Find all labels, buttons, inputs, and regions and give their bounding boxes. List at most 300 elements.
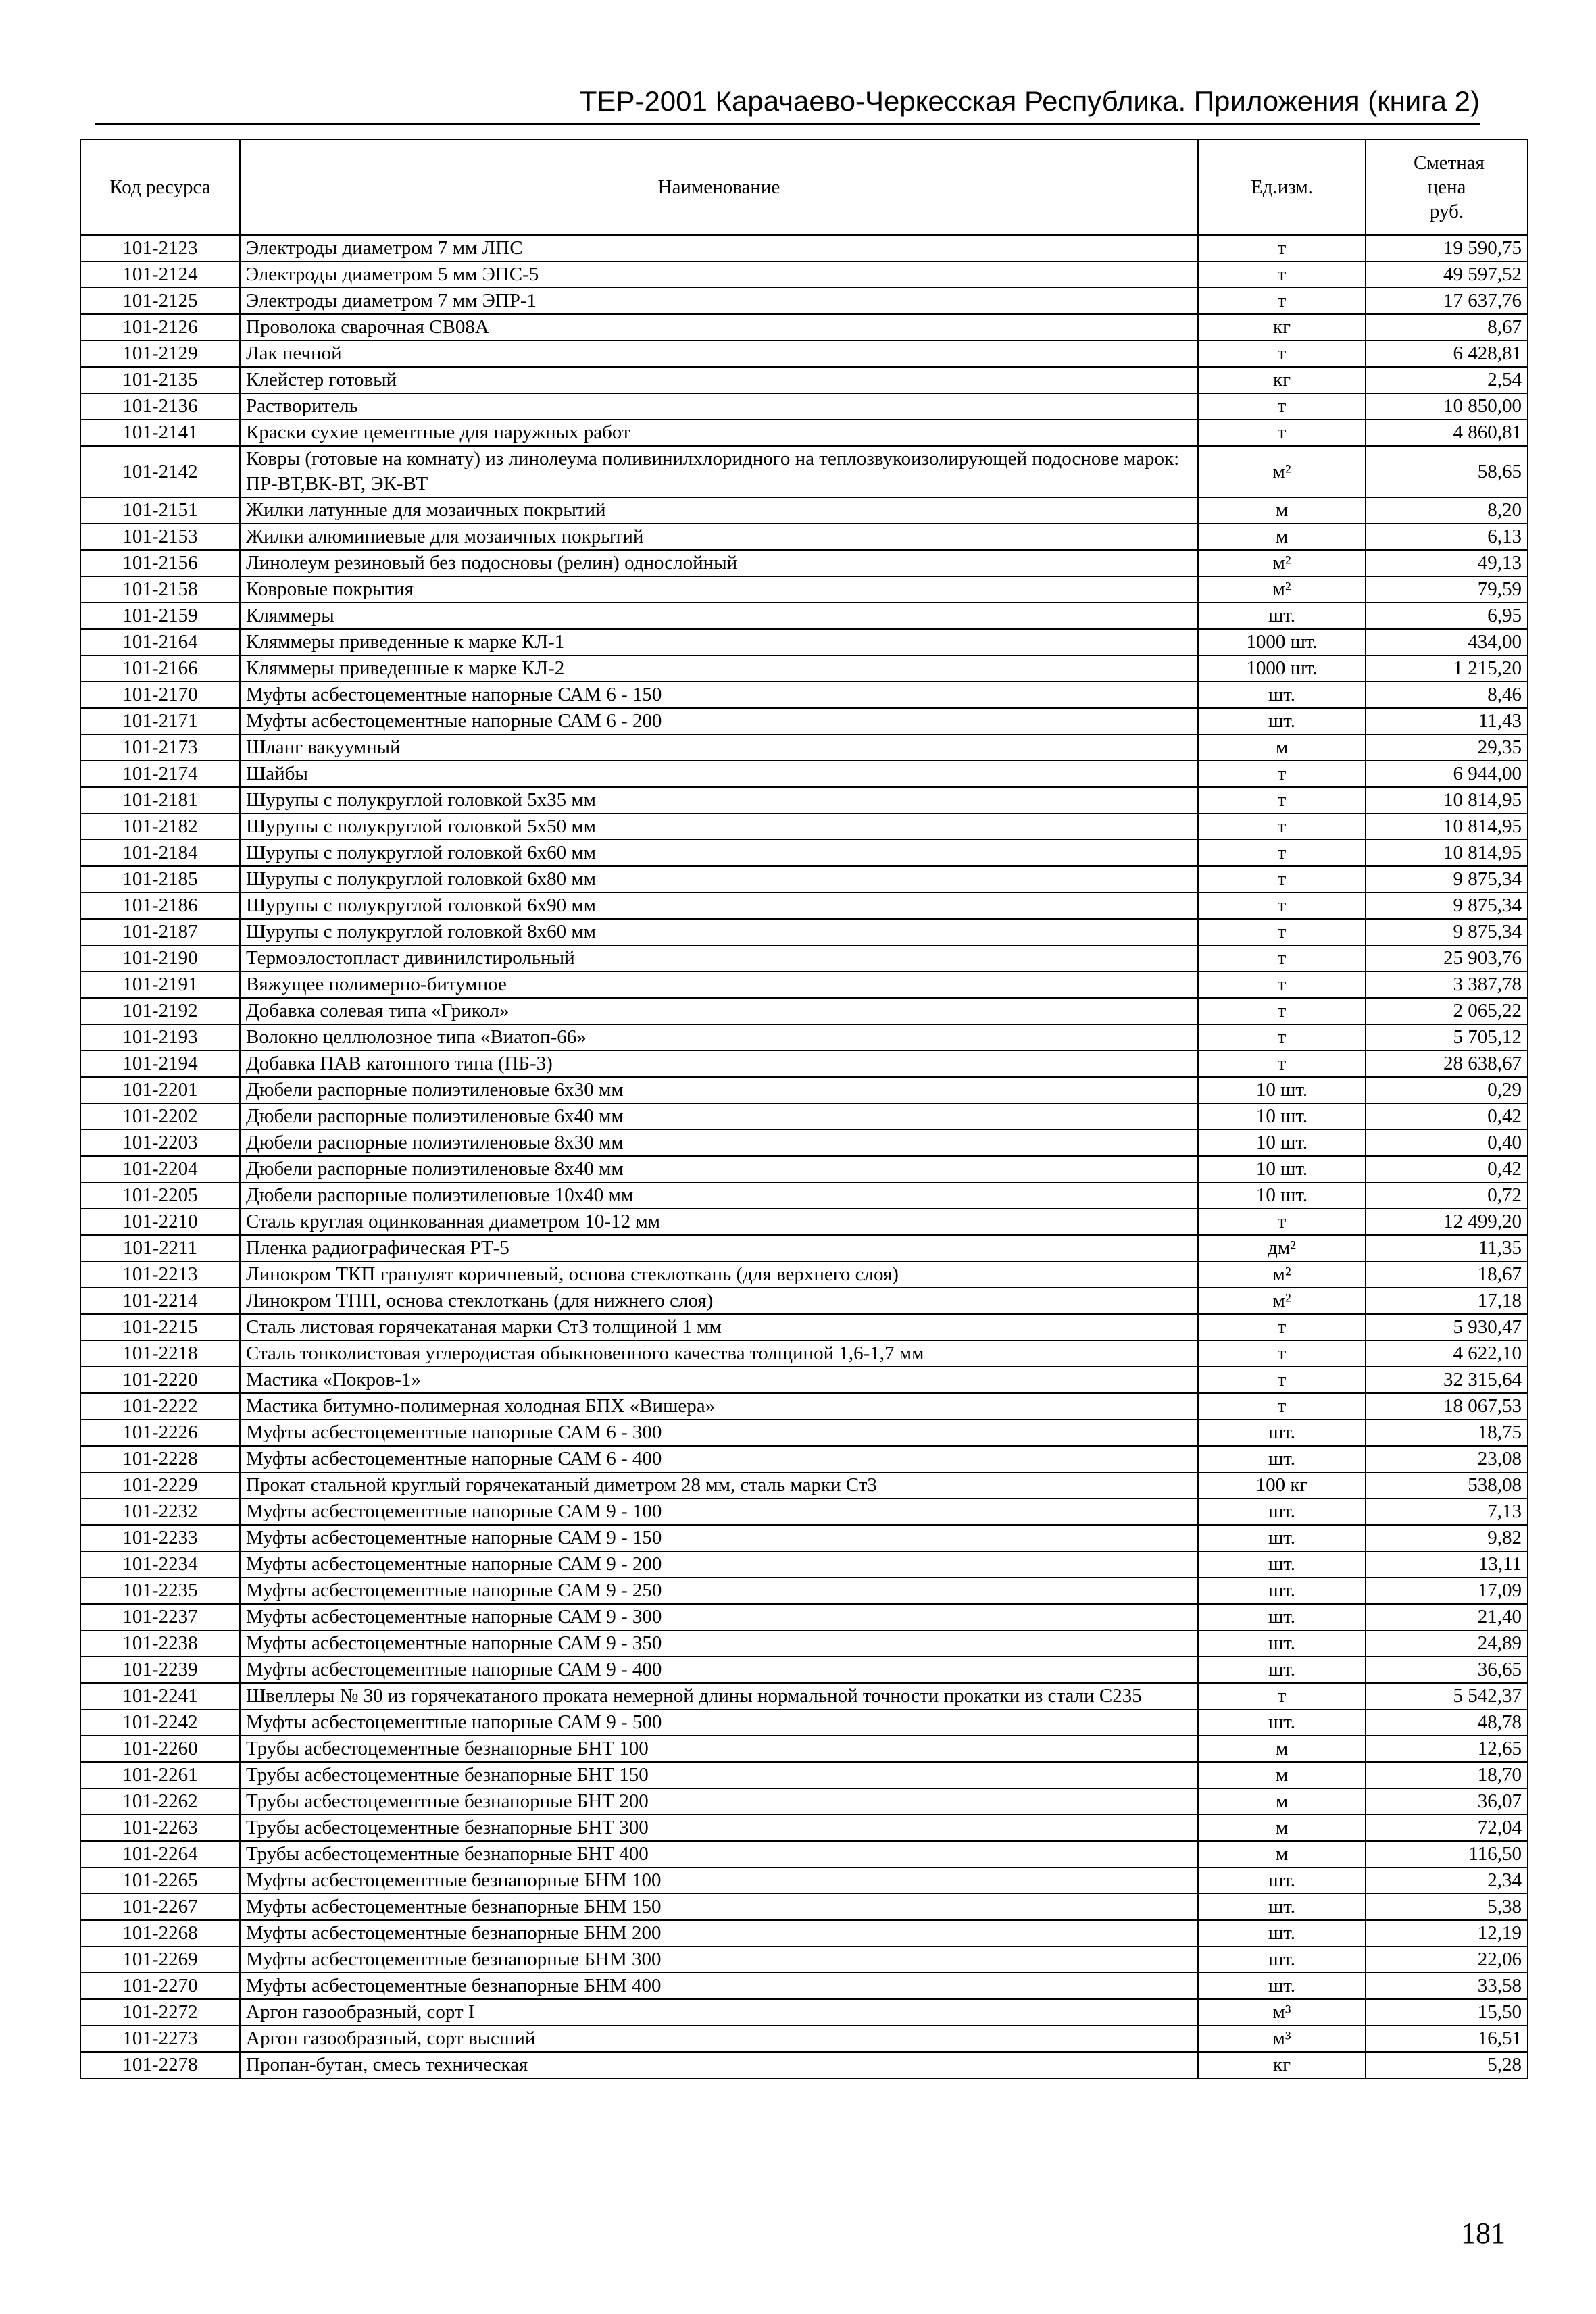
cell-code: 101-2205 bbox=[80, 1182, 240, 1209]
cell-price: 0,40 bbox=[1366, 1130, 1528, 1156]
cell-code: 101-2229 bbox=[80, 1472, 240, 1499]
cell-unit: м bbox=[1198, 1788, 1366, 1815]
cell-price: 116,50 bbox=[1366, 1841, 1528, 1867]
cell-name: Растворитель bbox=[240, 393, 1198, 420]
cell-code: 101-2222 bbox=[80, 1393, 240, 1419]
table-row bbox=[80, 497, 1528, 524]
cell-price: 18 067,53 bbox=[1366, 1393, 1528, 1419]
cell-code: 101-2170 bbox=[80, 682, 240, 708]
table-row bbox=[80, 1024, 1528, 1051]
cell-code: 101-2190 bbox=[80, 945, 240, 972]
cell-name: Швеллеры № 30 из горячекатаного проката немерной длины нормальной точности прокатки из стали С235 bbox=[240, 1683, 1198, 1709]
cell-name: Кляммеры приведенные к марке КЛ-1 bbox=[240, 629, 1198, 655]
cell-price: 33,58 bbox=[1366, 1973, 1528, 1999]
cell-code: 101-2181 bbox=[80, 787, 240, 813]
cell-unit: м² bbox=[1198, 1288, 1366, 1314]
cell-name: Аргон газообразный, сорт I bbox=[240, 1999, 1198, 2026]
cell-unit: м² bbox=[1198, 446, 1366, 497]
table-row bbox=[80, 919, 1528, 945]
cell-code: 101-2186 bbox=[80, 892, 240, 919]
cell-unit: шт. bbox=[1198, 1551, 1366, 1578]
table-row bbox=[80, 761, 1528, 787]
cell-price: 79,59 bbox=[1366, 576, 1528, 603]
cell-price: 434,00 bbox=[1366, 629, 1528, 655]
cell-name: Дюбели распорные полиэтиленовые 6х30 мм bbox=[240, 1077, 1198, 1103]
table-row bbox=[80, 1604, 1528, 1630]
cell-price: 2,54 bbox=[1366, 367, 1528, 393]
cell-code: 101-2215 bbox=[80, 1314, 240, 1340]
cell-price: 13,11 bbox=[1366, 1551, 1528, 1578]
table-row bbox=[80, 1841, 1528, 1867]
cell-unit: шт. bbox=[1198, 1973, 1366, 1999]
cell-name: Трубы асбестоцементные безнапорные БНТ 400 bbox=[240, 1841, 1198, 1867]
cell-name: Муфты асбестоцементные напорные САМ 6 - 400 bbox=[240, 1446, 1198, 1472]
cell-price: 7,13 bbox=[1366, 1499, 1528, 1525]
cell-name: Жилки алюминиевые для мозаичных покрытий bbox=[240, 524, 1198, 550]
cell-code: 101-2135 bbox=[80, 367, 240, 393]
table-row bbox=[80, 1815, 1528, 1841]
cell-unit: т bbox=[1198, 892, 1366, 919]
cell-code: 101-2185 bbox=[80, 866, 240, 892]
table-row bbox=[80, 446, 1528, 497]
table-row bbox=[80, 1077, 1528, 1103]
cell-unit: шт. bbox=[1198, 1499, 1366, 1525]
cell-code: 101-2261 bbox=[80, 1762, 240, 1788]
cell-unit: 10 шт. bbox=[1198, 1077, 1366, 1103]
table-row bbox=[80, 1709, 1528, 1736]
table-row bbox=[80, 1235, 1528, 1261]
table-row bbox=[80, 2026, 1528, 2052]
cell-unit: шт. bbox=[1198, 1709, 1366, 1736]
cell-price: 4 860,81 bbox=[1366, 420, 1528, 446]
cell-price: 12 499,20 bbox=[1366, 1209, 1528, 1235]
cell-name: Шурупы с полукруглой головкой 5х35 мм bbox=[240, 787, 1198, 813]
table-row bbox=[80, 550, 1528, 576]
cell-price: 0,42 bbox=[1366, 1156, 1528, 1182]
cell-price: 11,35 bbox=[1366, 1235, 1528, 1261]
cell-price: 72,04 bbox=[1366, 1815, 1528, 1841]
table-row bbox=[80, 1393, 1528, 1419]
cell-price: 49,13 bbox=[1366, 550, 1528, 576]
cell-unit: м³ bbox=[1198, 2026, 1366, 2052]
cell-name: Электроды диаметром 5 мм ЭПС-5 bbox=[240, 261, 1198, 288]
cell-unit: м bbox=[1198, 1815, 1366, 1841]
cell-price: 538,08 bbox=[1366, 1472, 1528, 1499]
cell-price: 0,72 bbox=[1366, 1182, 1528, 1209]
cell-name: Трубы асбестоцементные безнапорные БНТ 100 bbox=[240, 1736, 1198, 1762]
table-row bbox=[80, 1946, 1528, 1973]
cell-price: 21,40 bbox=[1366, 1604, 1528, 1630]
cell-name: Муфты асбестоцементные безнапорные БНМ 300 bbox=[240, 1946, 1198, 1973]
cell-price: 5 930,47 bbox=[1366, 1314, 1528, 1340]
table-row bbox=[80, 341, 1528, 367]
cell-code: 101-2226 bbox=[80, 1419, 240, 1446]
cell-name: Муфты асбестоцементные напорные САМ 9 - 400 bbox=[240, 1657, 1198, 1683]
table-row bbox=[80, 1762, 1528, 1788]
cell-name: Шурупы с полукруглой головкой 8х60 мм bbox=[240, 919, 1198, 945]
cell-name: Шурупы с полукруглой головкой 6х90 мм bbox=[240, 892, 1198, 919]
cell-name: Трубы асбестоцементные безнапорные БНТ 150 bbox=[240, 1762, 1198, 1788]
cell-unit: шт. bbox=[1198, 682, 1366, 708]
cell-unit: т bbox=[1198, 998, 1366, 1024]
cell-name: Дюбели распорные полиэтиленовые 8х30 мм bbox=[240, 1130, 1198, 1156]
cell-unit: дм² bbox=[1198, 1235, 1366, 1261]
cell-code: 101-2210 bbox=[80, 1209, 240, 1235]
table-row bbox=[80, 603, 1528, 629]
cell-name: Муфты асбестоцементные напорные САМ 6 - 300 bbox=[240, 1419, 1198, 1446]
cell-unit: т bbox=[1198, 1340, 1366, 1367]
table-row bbox=[80, 393, 1528, 420]
cell-code: 101-2193 bbox=[80, 1024, 240, 1051]
table-row bbox=[80, 576, 1528, 603]
cell-unit: т bbox=[1198, 761, 1366, 787]
cell-price: 8,67 bbox=[1366, 314, 1528, 341]
table-row bbox=[80, 1261, 1528, 1288]
cell-unit: т bbox=[1198, 919, 1366, 945]
cell-unit: 1000 шт. bbox=[1198, 655, 1366, 682]
cell-name: Муфты асбестоцементные напорные САМ 9 - 200 bbox=[240, 1551, 1198, 1578]
cell-unit: м² bbox=[1198, 576, 1366, 603]
cell-name: Дюбели распорные полиэтиленовые 8х40 мм bbox=[240, 1156, 1198, 1182]
table-row bbox=[80, 1103, 1528, 1130]
cell-name: Муфты асбестоцементные безнапорные БНМ 200 bbox=[240, 1920, 1198, 1946]
cell-code: 101-2191 bbox=[80, 972, 240, 998]
table-row bbox=[80, 1867, 1528, 1894]
table-row bbox=[80, 1973, 1528, 1999]
table-header-row bbox=[80, 139, 1528, 235]
table-row bbox=[80, 1182, 1528, 1209]
cell-unit: шт. bbox=[1198, 1446, 1366, 1472]
cell-price: 18,75 bbox=[1366, 1419, 1528, 1446]
cell-name: Лак печной bbox=[240, 341, 1198, 367]
cell-code: 101-2265 bbox=[80, 1867, 240, 1894]
cell-price: 36,07 bbox=[1366, 1788, 1528, 1815]
table-row bbox=[80, 998, 1528, 1024]
cell-unit: 100 кг bbox=[1198, 1472, 1366, 1499]
cell-code: 101-2171 bbox=[80, 708, 240, 734]
cell-name: Шурупы с полукруглой головкой 6х80 мм bbox=[240, 866, 1198, 892]
table-row bbox=[80, 1499, 1528, 1525]
cell-code: 101-2269 bbox=[80, 1946, 240, 1973]
cell-code: 101-2173 bbox=[80, 734, 240, 761]
cell-unit: шт. bbox=[1198, 1630, 1366, 1657]
cell-price: 12,19 bbox=[1366, 1920, 1528, 1946]
page-header bbox=[95, 81, 1480, 125]
cell-name: Муфты асбестоцементные напорные САМ 9 - 500 bbox=[240, 1709, 1198, 1736]
cell-name: Сталь листовая горячекатаная марки Ст3 толщиной 1 мм bbox=[240, 1314, 1198, 1340]
cell-code: 101-2268 bbox=[80, 1920, 240, 1946]
table-row bbox=[80, 1630, 1528, 1657]
cell-price: 18,70 bbox=[1366, 1762, 1528, 1788]
cell-code: 101-2153 bbox=[80, 524, 240, 550]
cell-unit: шт. bbox=[1198, 603, 1366, 629]
cell-name: Муфты асбестоцементные безнапорные БНМ 150 bbox=[240, 1894, 1198, 1920]
cell-name: Муфты асбестоцементные напорные САМ 9 - 300 bbox=[240, 1604, 1198, 1630]
cell-unit: т bbox=[1198, 1314, 1366, 1340]
cell-code: 101-2239 bbox=[80, 1657, 240, 1683]
cell-unit: шт. bbox=[1198, 708, 1366, 734]
table-row bbox=[80, 892, 1528, 919]
cell-price: 9,82 bbox=[1366, 1525, 1528, 1551]
cell-name: Линокром ТПП, основа стеклоткань (для нижнего слоя) bbox=[240, 1288, 1198, 1314]
table-row bbox=[80, 787, 1528, 813]
cell-name: Проволока сварочная СВ08А bbox=[240, 314, 1198, 341]
table-row bbox=[80, 1920, 1528, 1946]
cell-name: Кляммеры приведенные к марке КЛ-2 bbox=[240, 655, 1198, 682]
table-row bbox=[80, 235, 1528, 261]
cell-code: 101-2124 bbox=[80, 261, 240, 288]
cell-code: 101-2241 bbox=[80, 1683, 240, 1709]
cell-unit: т bbox=[1198, 840, 1366, 866]
cell-code: 101-2272 bbox=[80, 1999, 240, 2026]
cell-name: Трубы асбестоцементные безнапорные БНТ 200 bbox=[240, 1788, 1198, 1815]
cell-name: Линолеум резиновый без подосновы (релин) однослойный bbox=[240, 550, 1198, 576]
cell-name: Шурупы с полукруглой головкой 5х50 мм bbox=[240, 813, 1198, 840]
cell-code: 101-2214 bbox=[80, 1288, 240, 1314]
cell-code: 101-2234 bbox=[80, 1551, 240, 1578]
cell-unit: м bbox=[1198, 1736, 1366, 1762]
cell-code: 101-2184 bbox=[80, 840, 240, 866]
table-row bbox=[80, 288, 1528, 314]
page-title: ТЕР-2001 Карачаево-Черкесская Республика. Приложения (книга 2) bbox=[579, 85, 1480, 117]
cell-price: 0,29 bbox=[1366, 1077, 1528, 1103]
table-row bbox=[80, 1367, 1528, 1393]
cell-name: Кляммеры bbox=[240, 603, 1198, 629]
cell-unit: м bbox=[1198, 1762, 1366, 1788]
table-row bbox=[80, 655, 1528, 682]
table-row bbox=[80, 682, 1528, 708]
cell-price: 8,46 bbox=[1366, 682, 1528, 708]
cell-name: Дюбели распорные полиэтиленовые 6х40 мм bbox=[240, 1103, 1198, 1130]
cell-name: Электроды диаметром 7 мм ЭПР-1 bbox=[240, 288, 1198, 314]
cell-code: 101-2270 bbox=[80, 1973, 240, 1999]
resource-price-table bbox=[80, 139, 1528, 2079]
table-row bbox=[80, 420, 1528, 446]
cell-unit: т bbox=[1198, 420, 1366, 446]
cell-price: 24,89 bbox=[1366, 1630, 1528, 1657]
cell-code: 101-2141 bbox=[80, 420, 240, 446]
cell-price: 5,28 bbox=[1366, 2052, 1528, 2078]
cell-name: Муфты асбестоцементные напорные САМ 6 - 150 bbox=[240, 682, 1198, 708]
cell-price: 10 814,95 bbox=[1366, 813, 1528, 840]
cell-code: 101-2126 bbox=[80, 314, 240, 341]
cell-unit: шт. bbox=[1198, 1867, 1366, 1894]
cell-unit: т bbox=[1198, 866, 1366, 892]
cell-name: Вяжущее полимерно-битумное bbox=[240, 972, 1198, 998]
cell-price: 19 590,75 bbox=[1366, 235, 1528, 261]
cell-price: 16,51 bbox=[1366, 2026, 1528, 2052]
cell-price: 10 850,00 bbox=[1366, 393, 1528, 420]
cell-code: 101-2123 bbox=[80, 235, 240, 261]
cell-unit: шт. bbox=[1198, 1920, 1366, 1946]
cell-name: Мастика битумно-полимерная холодная БПХ «Вишера» bbox=[240, 1393, 1198, 1419]
cell-unit: т bbox=[1198, 787, 1366, 813]
cell-code: 101-2204 bbox=[80, 1156, 240, 1182]
cell-unit: т bbox=[1198, 1051, 1366, 1077]
cell-price: 2 065,22 bbox=[1366, 998, 1528, 1024]
table-row bbox=[80, 1999, 1528, 2026]
cell-unit: шт. bbox=[1198, 1604, 1366, 1630]
cell-code: 101-2262 bbox=[80, 1788, 240, 1815]
cell-unit: т bbox=[1198, 235, 1366, 261]
cell-price: 17,18 bbox=[1366, 1288, 1528, 1314]
column-header-price: Сметная цена руб. bbox=[1366, 139, 1528, 235]
cell-price: 8,20 bbox=[1366, 497, 1528, 524]
cell-price: 3 387,78 bbox=[1366, 972, 1528, 998]
cell-code: 101-2273 bbox=[80, 2026, 240, 2052]
cell-code: 101-2159 bbox=[80, 603, 240, 629]
cell-unit: шт. bbox=[1198, 1894, 1366, 1920]
cell-name: Жилки латунные для мозаичных покрытий bbox=[240, 497, 1198, 524]
cell-code: 101-2187 bbox=[80, 919, 240, 945]
cell-code: 101-2164 bbox=[80, 629, 240, 655]
table-row bbox=[80, 1209, 1528, 1235]
cell-name: Прокат стальной круглый горячекатаный диметром 28 мм, сталь марки Ст3 bbox=[240, 1472, 1198, 1499]
table-row bbox=[80, 1657, 1528, 1683]
cell-name: Сталь тонколистовая углеродистая обыкновенного качества толщиной 1,6-1,7 мм bbox=[240, 1340, 1198, 1367]
cell-code: 101-2220 bbox=[80, 1367, 240, 1393]
cell-price: 6 944,00 bbox=[1366, 761, 1528, 787]
cell-unit: т bbox=[1198, 1209, 1366, 1235]
cell-price: 5 705,12 bbox=[1366, 1024, 1528, 1051]
cell-code: 101-2194 bbox=[80, 1051, 240, 1077]
cell-code: 101-2211 bbox=[80, 1235, 240, 1261]
cell-code: 101-2125 bbox=[80, 288, 240, 314]
cell-price: 15,50 bbox=[1366, 1999, 1528, 2026]
cell-code: 101-2267 bbox=[80, 1894, 240, 1920]
cell-unit: т bbox=[1198, 288, 1366, 314]
table-row bbox=[80, 945, 1528, 972]
cell-price: 22,06 bbox=[1366, 1946, 1528, 1973]
cell-unit: м bbox=[1198, 734, 1366, 761]
cell-unit: т bbox=[1198, 1393, 1366, 1419]
cell-name: Муфты асбестоцементные напорные САМ 9 - 250 bbox=[240, 1578, 1198, 1604]
cell-unit: м bbox=[1198, 1841, 1366, 1867]
column-header-name: Наименование bbox=[240, 139, 1198, 235]
cell-price: 0,42 bbox=[1366, 1103, 1528, 1130]
table-row bbox=[80, 972, 1528, 998]
cell-name: Линокром ТКП гранулят коричневый, основа стеклоткань (для верхнего слоя) bbox=[240, 1261, 1198, 1288]
cell-price: 1 215,20 bbox=[1366, 655, 1528, 682]
cell-unit: 1000 шт. bbox=[1198, 629, 1366, 655]
cell-price: 4 622,10 bbox=[1366, 1340, 1528, 1367]
cell-code: 101-2201 bbox=[80, 1077, 240, 1103]
table-row bbox=[80, 1446, 1528, 1472]
cell-price: 5 542,37 bbox=[1366, 1683, 1528, 1709]
cell-price: 9 875,34 bbox=[1366, 866, 1528, 892]
table-row bbox=[80, 314, 1528, 341]
cell-price: 58,65 bbox=[1366, 446, 1528, 497]
cell-price: 18,67 bbox=[1366, 1261, 1528, 1288]
cell-code: 101-2158 bbox=[80, 576, 240, 603]
table-row bbox=[80, 261, 1528, 288]
cell-price: 10 814,95 bbox=[1366, 787, 1528, 813]
cell-price: 12,65 bbox=[1366, 1736, 1528, 1762]
table-row bbox=[80, 524, 1528, 550]
cell-code: 101-2228 bbox=[80, 1446, 240, 1472]
cell-name: Дюбели распорные полиэтиленовые 10х40 мм bbox=[240, 1182, 1198, 1209]
cell-name: Аргон газообразный, сорт высший bbox=[240, 2026, 1198, 2052]
cell-price: 49 597,52 bbox=[1366, 261, 1528, 288]
table-row bbox=[80, 367, 1528, 393]
cell-name: Муфты асбестоцементные безнапорные БНМ 400 bbox=[240, 1973, 1198, 1999]
cell-price: 23,08 bbox=[1366, 1446, 1528, 1472]
cell-code: 101-2242 bbox=[80, 1709, 240, 1736]
cell-name: Пропан-бутан, смесь техническая bbox=[240, 2052, 1198, 2078]
cell-code: 101-2232 bbox=[80, 1499, 240, 1525]
cell-price: 6,95 bbox=[1366, 603, 1528, 629]
table-row bbox=[80, 1788, 1528, 1815]
cell-price: 48,78 bbox=[1366, 1709, 1528, 1736]
cell-price: 28 638,67 bbox=[1366, 1051, 1528, 1077]
cell-code: 101-2166 bbox=[80, 655, 240, 682]
cell-unit: м bbox=[1198, 497, 1366, 524]
table-body bbox=[80, 235, 1528, 2078]
table-row bbox=[80, 1551, 1528, 1578]
table-row bbox=[80, 1472, 1528, 1499]
cell-unit: т bbox=[1198, 1683, 1366, 1709]
cell-code: 101-2237 bbox=[80, 1604, 240, 1630]
cell-price: 11,43 bbox=[1366, 708, 1528, 734]
cell-code: 101-2156 bbox=[80, 550, 240, 576]
cell-unit: кг bbox=[1198, 2052, 1366, 2078]
cell-unit: т bbox=[1198, 1367, 1366, 1393]
table-row bbox=[80, 708, 1528, 734]
cell-name: Волокно целлюлозное типа «Виатоп-66» bbox=[240, 1024, 1198, 1051]
cell-unit: шт. bbox=[1198, 1578, 1366, 1604]
cell-name: Добавка ПАВ катонного типа (ПБ-3) bbox=[240, 1051, 1198, 1077]
cell-unit: м bbox=[1198, 524, 1366, 550]
cell-name: Муфты асбестоцементные напорные САМ 9 - 150 bbox=[240, 1525, 1198, 1551]
table-row bbox=[80, 1683, 1528, 1709]
cell-code: 101-2192 bbox=[80, 998, 240, 1024]
resource-table-container bbox=[80, 139, 1527, 2079]
table-row bbox=[80, 1340, 1528, 1367]
table-row bbox=[80, 2052, 1528, 2078]
cell-unit: т bbox=[1198, 813, 1366, 840]
cell-name: Пленка радиографическая РТ-5 bbox=[240, 1235, 1198, 1261]
cell-name: Добавка солевая типа «Грикол» bbox=[240, 998, 1198, 1024]
cell-name: Краски сухие цементные для наружных работ bbox=[240, 420, 1198, 446]
cell-name: Трубы асбестоцементные безнапорные БНТ 300 bbox=[240, 1815, 1198, 1841]
table-row bbox=[80, 1314, 1528, 1340]
cell-name: Шланг вакуумный bbox=[240, 734, 1198, 761]
cell-unit: т bbox=[1198, 341, 1366, 367]
cell-unit: т bbox=[1198, 972, 1366, 998]
cell-price: 6 428,81 bbox=[1366, 341, 1528, 367]
cell-name: Электроды диаметром 7 мм ЛПС bbox=[240, 235, 1198, 261]
page-number: 181 bbox=[1461, 2217, 1505, 2250]
cell-unit: м² bbox=[1198, 550, 1366, 576]
cell-code: 101-2235 bbox=[80, 1578, 240, 1604]
cell-code: 101-2182 bbox=[80, 813, 240, 840]
cell-unit: м³ bbox=[1198, 1999, 1366, 2026]
cell-price: 5,38 bbox=[1366, 1894, 1528, 1920]
cell-unit: т bbox=[1198, 261, 1366, 288]
table-row bbox=[80, 866, 1528, 892]
cell-code: 101-2129 bbox=[80, 341, 240, 367]
cell-price: 17,09 bbox=[1366, 1578, 1528, 1604]
cell-price: 32 315,64 bbox=[1366, 1367, 1528, 1393]
table-row bbox=[80, 734, 1528, 761]
cell-name: Муфты асбестоцементные напорные САМ 9 - 100 bbox=[240, 1499, 1198, 1525]
table-row bbox=[80, 1130, 1528, 1156]
cell-price: 17 637,76 bbox=[1366, 288, 1528, 314]
cell-code: 101-2174 bbox=[80, 761, 240, 787]
table-row bbox=[80, 1578, 1528, 1604]
cell-unit: т bbox=[1198, 393, 1366, 420]
cell-code: 101-2278 bbox=[80, 2052, 240, 2078]
